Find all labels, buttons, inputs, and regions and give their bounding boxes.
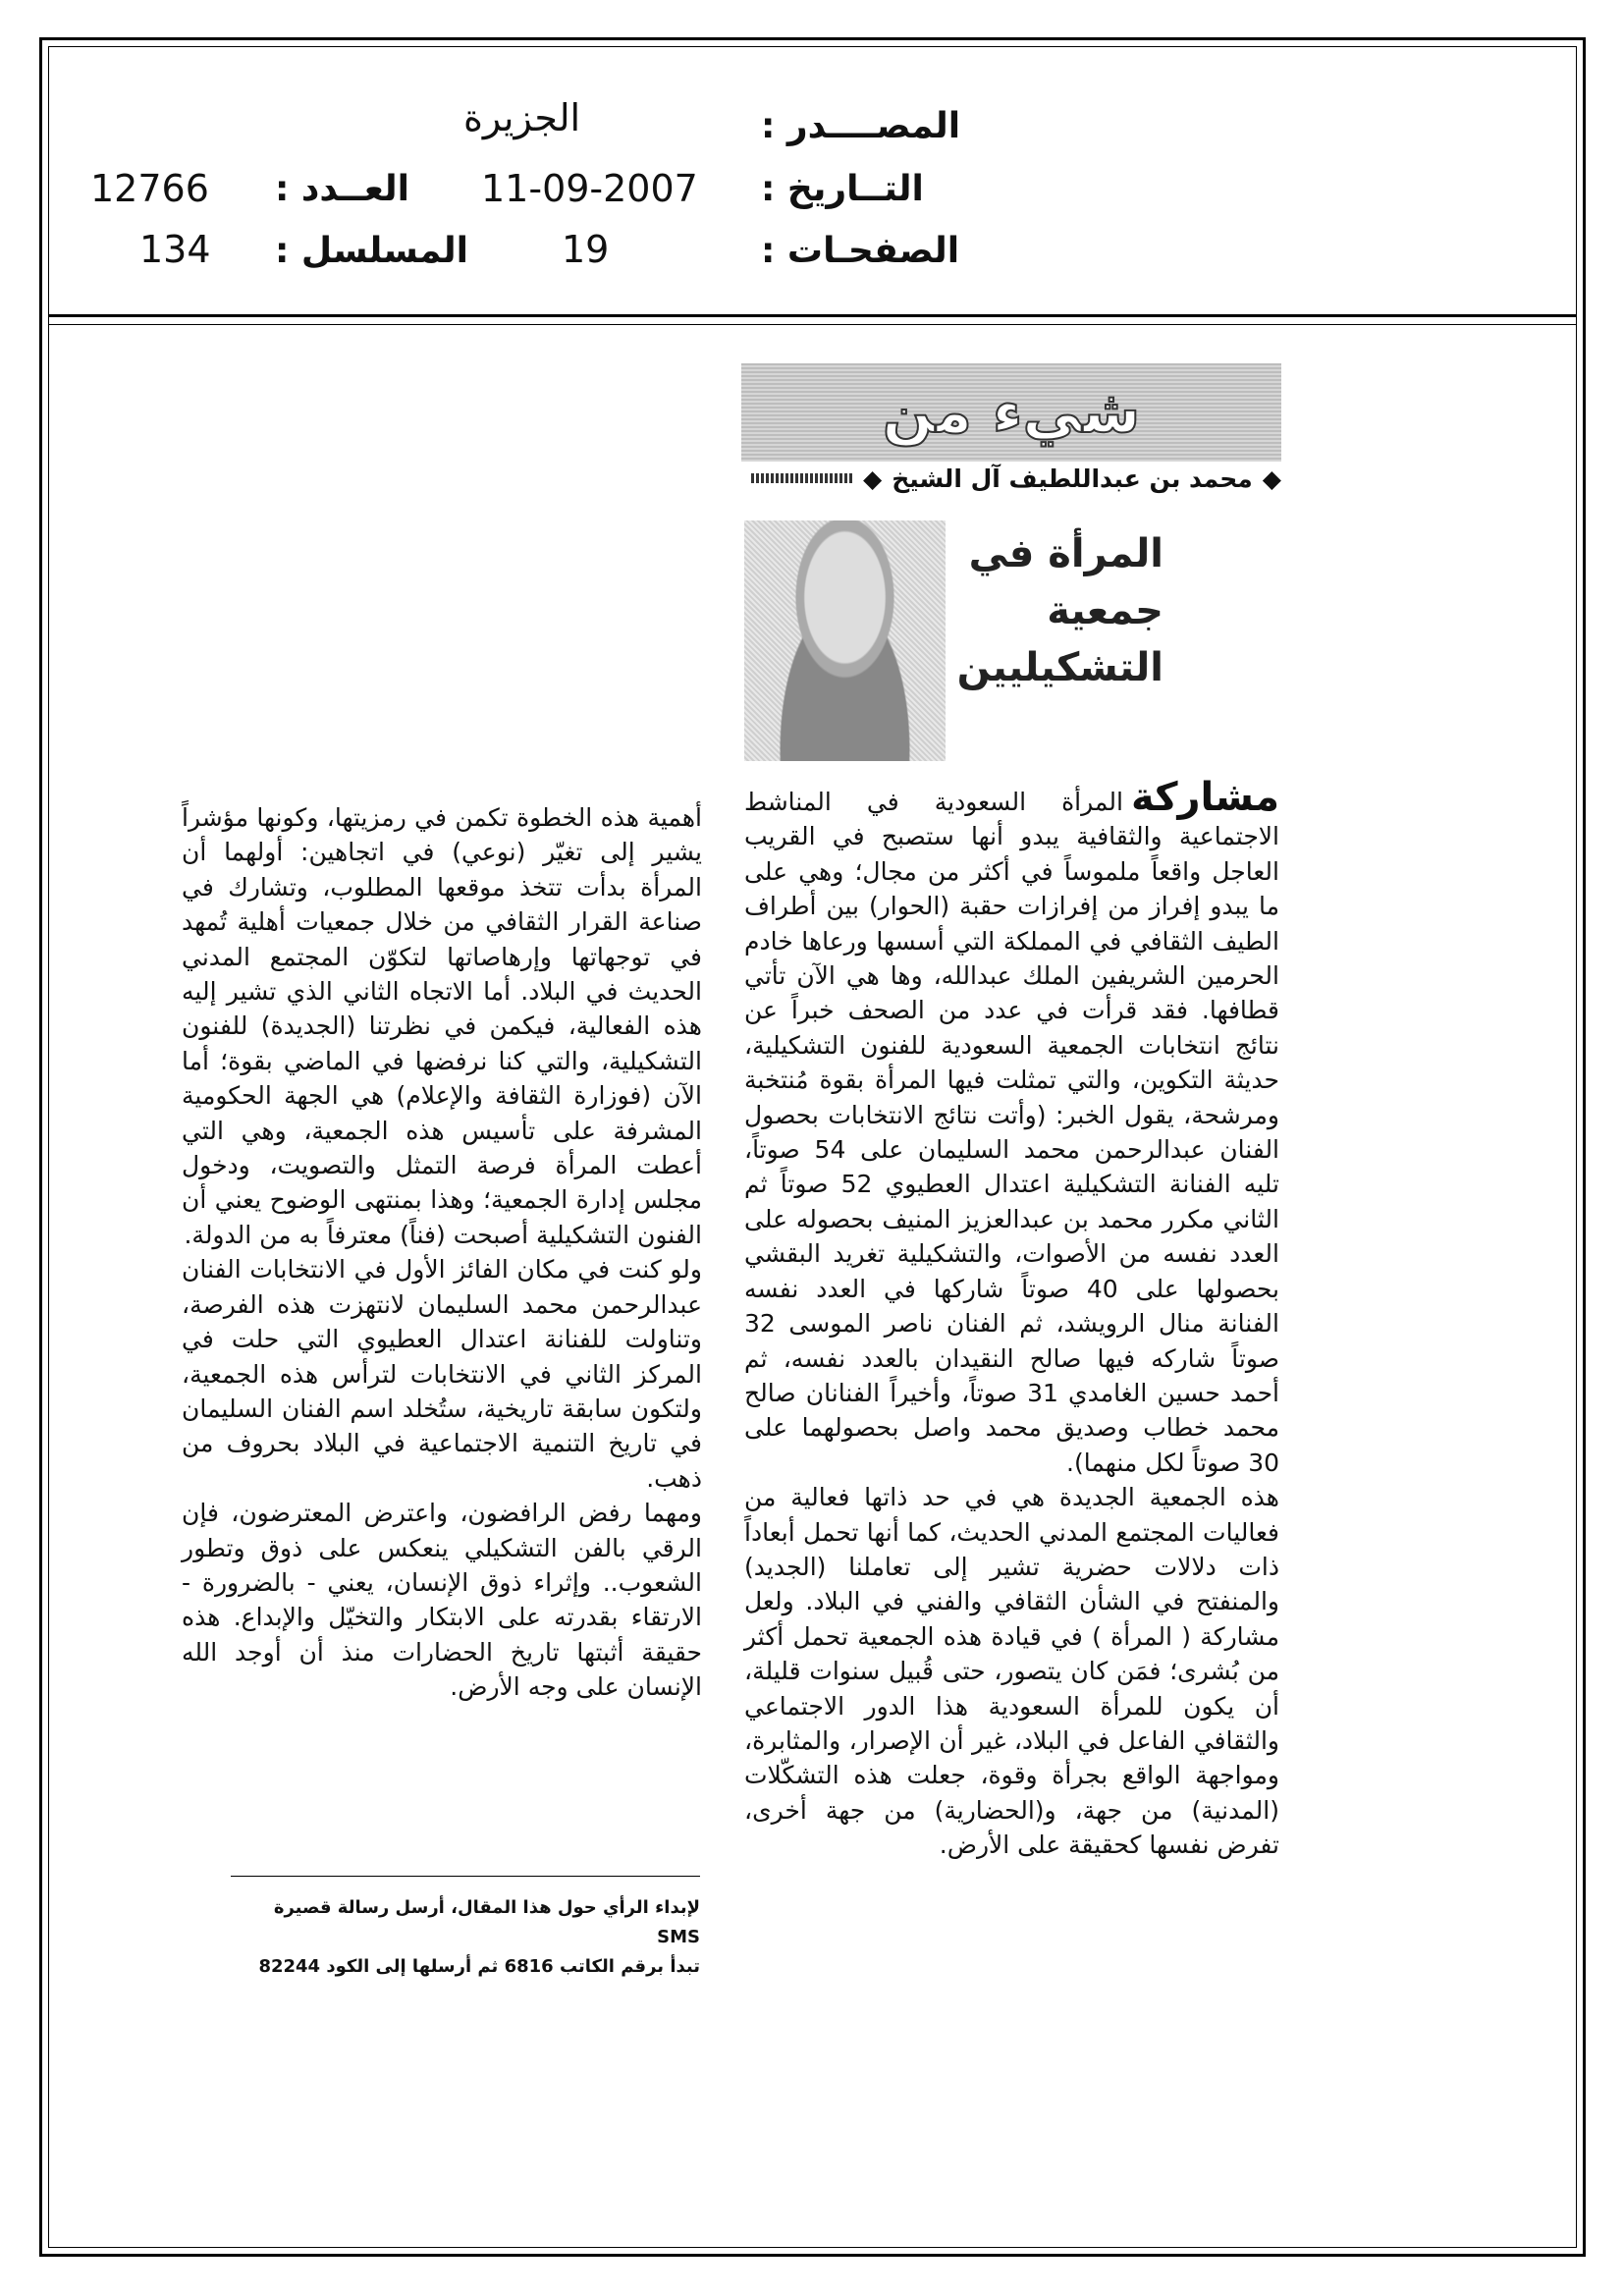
paragraph-text: المرأة السعودية في المناشط الاجتماعية والثقافية يبدو أنها ستصبح في القريب العاجل واقعاً ملموساً في أكثر من مجال؛ وهي على ما يبدو إفراز من إفرازات حقبة (الحوار) بين أطراف الطيف الثقافي في المملكة التي أسسها ورعاها خادم الحرمين الشريفين الملك عبدالله، وها هي الآن تأتي قطافها. فقد قرأت في عدد من الصحف خبراً عن نتائج انتخابات الجمعية السعودية للفنون التشكيلية، حديثة التكوين، والتي تمثلت فيها المرأة بقوة مُنتخبة ومرشحة، يقول الخبر: (وأتت نتائج الانتخابات بحصول الفنان عبدالرحمن محمد السليمان على 54 صوتاً، تليه الفنانة التشكيلية اعتدال العطيوي 52 صوتاً ثم الثاني مكرر محمد بن عبدالعزيز المنيف بحصوله على العدد نفسه من الأصوات، والتشكيلية تغريد البقشي بحصولها على 40 صوتاً شاركها في العدد نفسه الفنانة منال الرويشد، ثم الفنان ناصر الموسى 32 صوتاً شاركه فيها صالح النقيدان بالعدد نفسه، ثم أحمد حسين الغامدي 31 صوتاً، وأخيراً الفنانان صالح محمد خطاب وصديق محمد واصل بحصولهما على 30 صوتاً لكل منهما). — [744, 788, 1280, 1477]
lead-word: مشاركة — [1130, 775, 1279, 820]
footer-line: لإبداء الرأي حول هذا المقال، أرسل رسالة قصيرة SMS — [273, 1897, 700, 1947]
issue-label: العــدد : — [275, 169, 409, 209]
byline — [741, 454, 1281, 503]
article-column-left — [182, 800, 702, 1705]
source-label: المصــــدر : — [761, 106, 961, 146]
author-photo — [744, 520, 946, 761]
header-divider — [48, 314, 1577, 317]
footer-rule — [231, 1876, 700, 1877]
serial-value: 134 — [139, 228, 211, 271]
column-banner — [741, 363, 1281, 462]
paragraph: ولو كنت في مكان الفائز الأول في الانتخابات الفنان عبدالرحمن محمد السليمان لانتهزت هذه الفرصة، وتناولت للفنانة اعتدال العطيوي التي حلت في المركز الثاني في الانتخابات لترأس هذه الجمعية، ولتكون سابقة تاريخية، ستُخلد اسم الفنان السليمان في تاريخ التنمية الاجتماعية في البلاد بحروف من ذهب. — [182, 1255, 702, 1493]
paragraph: ومهما رفض الرافضون، واعترض المعترضون، فإن الرقي بالفن التشكيلي ينعكس على ذوق وتطور الشعوب.. وإثراء ذوق الإنسان، يعني - بالضرورة - الارتقاء بقدرته على الابتكار والتخيّل والإبداع. هذه حقيقة أثبتها تاريخ الحضارات منذ أن أوجد الله الإنسان على وجه الأرض. — [182, 1499, 702, 1702]
header-divider-thin — [48, 324, 1577, 325]
author-name: محمد بن عبداللطيف آل الشيخ — [892, 464, 1253, 493]
date-label: التــاريخ : — [761, 169, 924, 209]
article-column-right — [744, 775, 1280, 1863]
byline-bullet-icon: ◆ — [863, 464, 883, 493]
sms-footer — [231, 1893, 700, 1982]
column-banner-text: شيء من — [882, 378, 1141, 447]
byline-bullet-icon: ◆ — [1262, 464, 1281, 493]
date-value: 11-09-2007 — [481, 167, 698, 210]
footer-line: تبدأ برقم الكاتب 6816 ثم أرسلها إلى الكود 82244 — [258, 1956, 700, 1977]
byline-pattern — [751, 473, 853, 483]
pages-value: 19 — [562, 228, 610, 271]
serial-label: المسلسل : — [275, 231, 469, 271]
paragraph: أهمية هذه الخطوة تكمن في رمزيتها، وكونها مؤشراً يشير إلى تغيّر (نوعي) في اتجاهين: أولهما أن المرأة بدأت تتخذ موقعها المطلوب، وتشارك في صناعة القرار الثقافي من خلال جمعيات أهلية تُمهد في توجهاتها وإرهاصاتها لتكوّن المجتمع المدني الحديث في البلاد. أما الاتجاه الثاني الذي تشير إليه هذه الفعالية، فيكمن في نظرتنا (الجديدة) للفنون التشكيلية، والتي كنا نرفضها في الماضي بقوة؛ أما الآن (فوزارة الثقافة والإعلام) هي الجهة الحكومية المشرفة على تأسيس هذه الجمعية، وهي التي أعطت المرأة فرصة التمثل والتصويت، ودخول مجلس إدارة الجمعية؛ وهذا بمنتهى الوضوح يعني أن الفنون التشكيلية أصبحت (فناً) معترفاً به من الدولة. — [182, 803, 702, 1249]
paragraph: هذه الجمعية الجديدة هي في حد ذاتها فعالية من فعاليات المجتمع المدني الحديث، كما أنها تحمل أبعاداً ذات دلالات حضرية تشير إلى تعاملنا (الجديد) والمنفتح في الشأن الثقافي والفني في البلاد. ولعل مشاركة ( المرأة ) في قيادة هذه الجمعية تحمل أكثر من بُشرى؛ فمَن كان يتصور، حتى قُبيل سنوات قليلة، أن يكون للمرأة السعودية هذا الدور الاجتماعي والثقافي الفاعل في البلاد، غير أن الإصرار، والمثابرة، ومواجهة الواقع بجرأة وقوة، جعلت هذه التشكّلات (المدنية) من جهة، و(الحضارية) من جهة أخرى، تفرض نفسها كحقيقة على الأرض. — [744, 1483, 1279, 1860]
pages-label: الصفحـات : — [761, 231, 960, 271]
paragraph — [744, 775, 1280, 1480]
source-value: الجزيرة — [463, 96, 581, 139]
issue-value: 12766 — [90, 167, 209, 210]
article-title: المرأة في جمعية التشكيليين — [956, 531, 1163, 690]
